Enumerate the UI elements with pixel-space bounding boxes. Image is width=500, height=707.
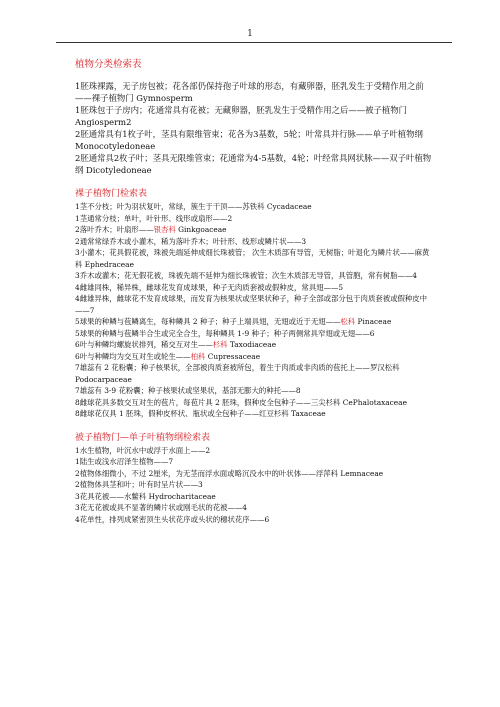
gymno-key-item	[75, 247, 435, 270]
main-key-item: 1胚珠裸露，无子房包被；花各部仍保持孢子叶球的形态，有藏卵器，胚乳发生于受精作用之前——裸子植物门 Gymnosperm	[75, 81, 424, 103]
gymno-key-item	[75, 201, 435, 213]
highlighted-family: 银杏科	[153, 225, 176, 234]
key-text: 2通常常绿乔木或小灌木，稀为落叶乔木；叶针形、线形或鳞片状——3	[75, 236, 307, 246]
mono-key-item	[75, 468, 435, 480]
key-text: 1陆生或浅水沼泽生植物——7	[75, 457, 174, 466]
key-text: 3小灌木；花具假花被，珠被先端延伸成细长珠被管； 次生木质部有导管，无树脂；叶退化为鳞片状——麻黄科 Ephedraceae	[75, 248, 430, 269]
gymno-key-item	[75, 224, 435, 236]
key-text: 8雌球花具多数交互对生的苞片，每苞片具 2 胚珠，假种皮全包种子——三尖杉科 CePhalotaxaceae	[75, 397, 407, 407]
mono-key-list	[75, 445, 435, 526]
spacer	[75, 71, 435, 80]
document-title: 植物分类检索表	[75, 59, 142, 70]
mono-key-item	[75, 514, 435, 526]
mono-key-item	[75, 502, 435, 514]
key-text: 1茎不分枝；叶为羽状复叶，常绿，簇生于干顶——苏铁科 Cycadaceae	[75, 202, 312, 211]
main-key-item: 2胚通常具2枚子叶；茎具无限维管束；花通常为4-5基数，4轮；叶经常具网状脉——双子叶植物纲 Dicotyledoneae	[75, 153, 432, 175]
latin-name: Ginkgoaceae	[175, 225, 227, 234]
gymno-key-item	[75, 270, 435, 282]
key-text: 6叶与种鳞均螺旋状排列，稀交互对生——	[75, 340, 213, 349]
key-text: 5球果的种鳞与苞鳞半合生或完全合生，每种鳞具 1-9 种子；种子两侧常具窄翅或无翅——6	[75, 328, 375, 338]
key-text: 1水生植物，叶沉水中或浮于水面上——2	[75, 445, 211, 455]
gymno-key-item	[75, 397, 435, 409]
mono-key-item	[75, 456, 435, 468]
gymno-key-item	[75, 385, 435, 397]
highlighted-family: 柏科	[190, 351, 206, 361]
latin-name: Pinaceae	[355, 317, 392, 326]
document-body	[75, 58, 435, 525]
gymno-key-item	[75, 328, 435, 340]
mono-key-item	[75, 479, 435, 491]
mono-key-item	[75, 491, 435, 503]
key-text: 2植物体细微小，不过 2厘米，为无茎而浮水面或略沉没水中的叶状体——浮萍科 Lemnaceae	[75, 468, 384, 478]
main-key-item: 2胚通常具有1枚子叶，茎具有限维管束；花各为3基数，5轮；叶常具并行脉——单子叶植物纲 Monocotyledoneae	[75, 129, 423, 151]
key-text: 7雄蕊有 2 花粉囊；种子核果状，全部被肉质套被所包，着生于肉质或非肉质的苞托上——罗汉松科 Podocarpaceae	[75, 363, 400, 384]
mono-key-item	[75, 445, 435, 457]
key-text: 1茎通常分枝；单叶，叶针形、线形或扇形——2	[75, 213, 233, 223]
key-text: 2植物体具茎和叶；叶有时呈片状——3	[75, 480, 203, 489]
gymno-key-list	[75, 201, 435, 420]
key-text: 5球果的种鳞与苞鳞离生，每种鳞具 2 种子；种子上端具翅，无翅或近于无翅——	[75, 317, 341, 326]
highlighted-family: 松科	[340, 317, 356, 326]
key-text: 4雌雄异株，雌球花不发育成球果，而发育为核果状或坚果状种子，种子全部或部分包于肉质套被或假种皮中——7	[75, 294, 428, 315]
key-text: 2落叶乔木；叶扇形——	[75, 225, 154, 234]
key-text: 4花单性，排列成紧密顶生头状花序或头状的穗状花序——6	[75, 514, 270, 524]
header-rule	[56, 42, 452, 43]
key-text: 7雄蕊有 3-9 花粉囊；种子核果状或坚果状，基部无膨大的种托——8	[75, 386, 301, 395]
gymno-key-item	[75, 351, 435, 363]
gymno-key-item	[75, 236, 435, 248]
key-text: 3花具花被——水鳖科 Hydrocharitaceae	[75, 491, 216, 501]
gymno-key-item	[75, 316, 435, 328]
gymno-key-item	[75, 293, 435, 316]
gymno-key-item	[75, 339, 435, 351]
highlighted-family: 杉科	[212, 340, 228, 349]
gymno-key-item	[75, 362, 435, 385]
main-key-item: 1胚珠包于子房内；花通常具有花被；无藏卵器，胚乳发生于受精作用之后——被子植物门 Angiosperm2	[75, 105, 407, 127]
key-text: 3花无花被或具不显著的鳞片状或刚毛状的花被——4	[75, 503, 248, 512]
gymno-section-title: 裸子植物门检索表	[75, 189, 148, 199]
page-number: 1	[247, 29, 253, 39]
main-key-section	[75, 80, 435, 176]
key-text: 3乔木或灌木；花无假花被，珠被先端不延伸为细长珠被管；次生木质部无导管，具管胞，常有树脂——4	[75, 271, 417, 280]
latin-name: Cupressaceae	[205, 351, 261, 361]
gymno-key-item	[75, 213, 435, 225]
latin-name: Taxodiaceae	[227, 340, 277, 349]
key-text: 8雌球花仅具 1 胚珠，假种皮杯状、瓶状或全包种子——红豆杉科 Taxaceae	[75, 409, 326, 418]
key-text: 4雌雄同株，稀异株，雌球花发育成球果，种子无肉质套被或假种皮，常具翅——5	[75, 282, 344, 292]
gymno-key-item	[75, 408, 435, 420]
key-text: 6叶与种鳞均为交互对生或轮生——	[75, 351, 191, 361]
mono-section-title: 被子植物门—单子叶植物纲检索表	[75, 432, 211, 443]
gymno-key-item	[75, 282, 435, 294]
